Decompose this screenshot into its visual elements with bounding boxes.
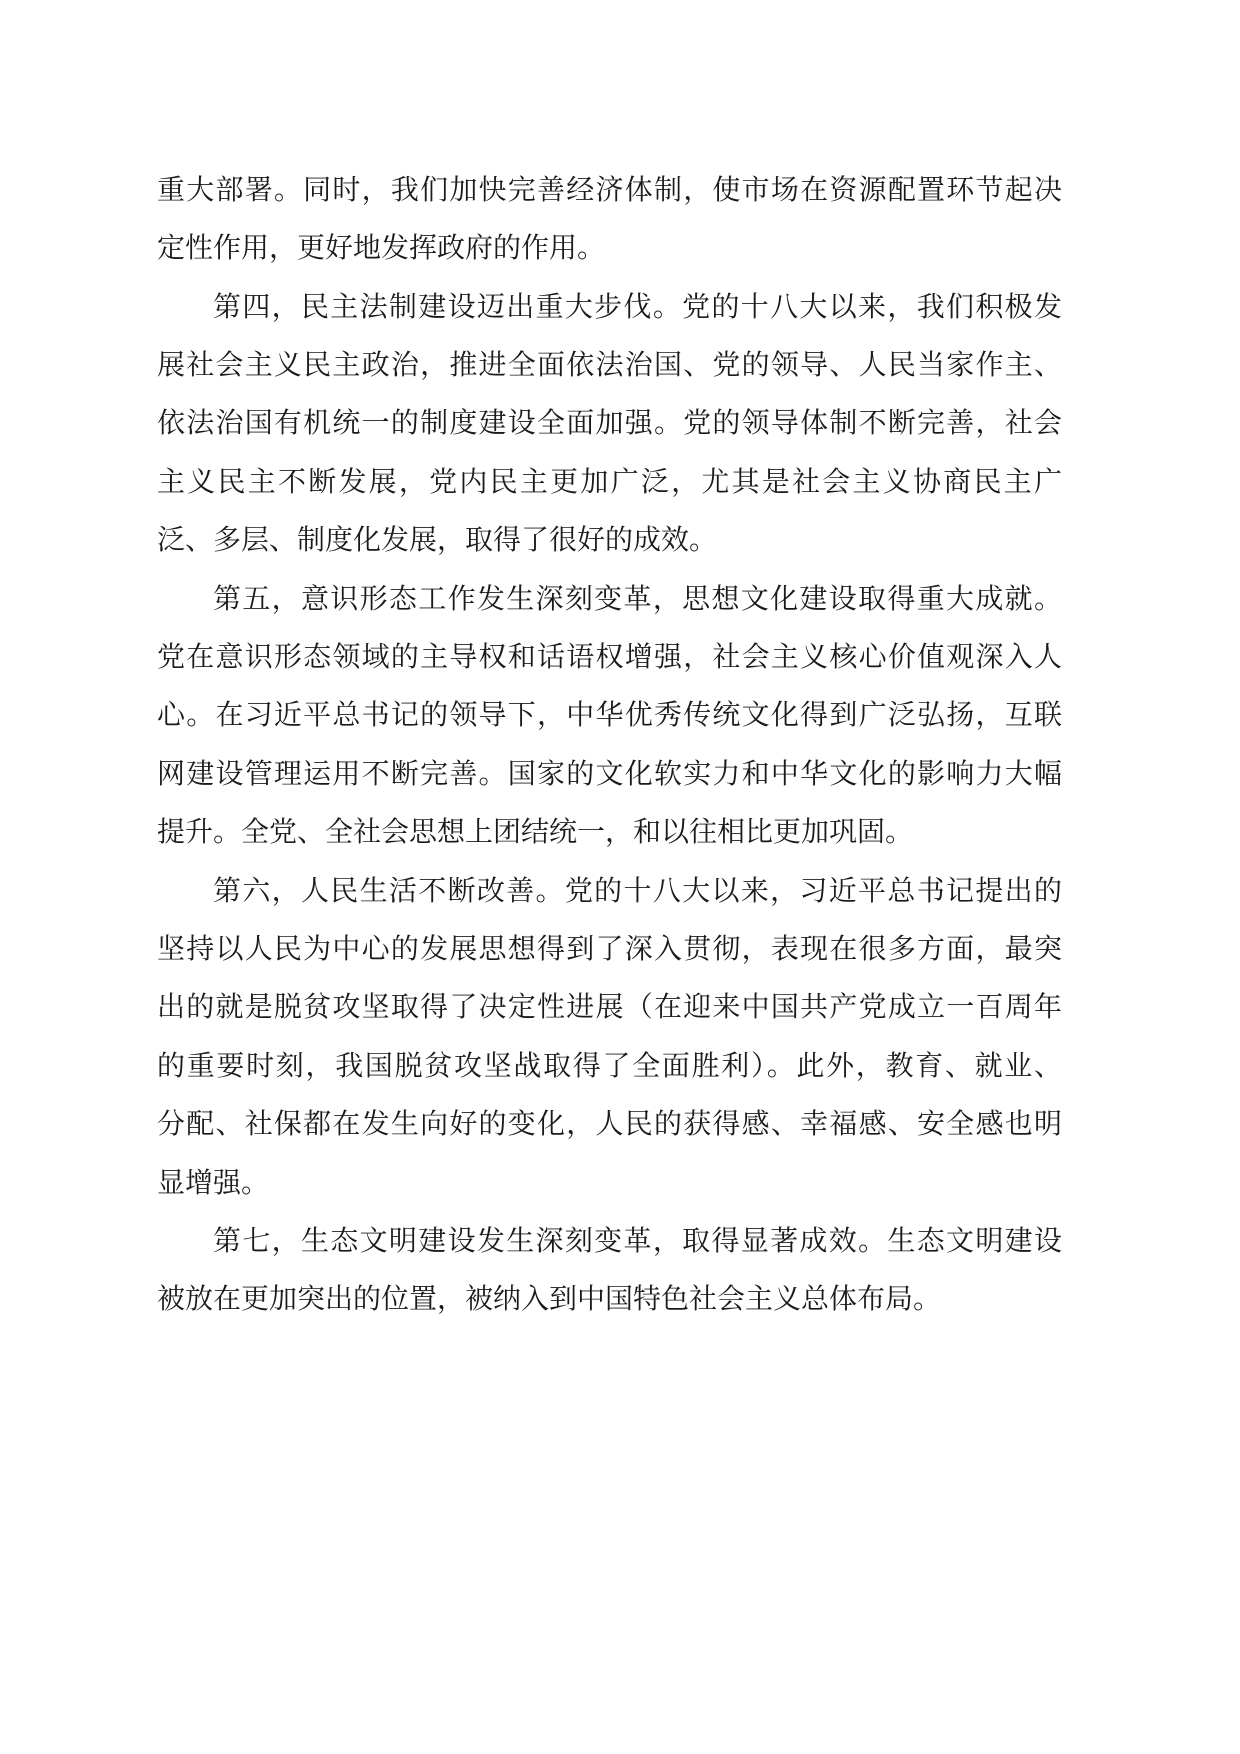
text-line: 展社会主义民主政治，推进全面依法治国、党的领导、人民当家作主、 <box>157 348 1062 381</box>
text-line: 主义民主不断发展，党内民主更加广泛，尤其是社会主义协商民主广 <box>157 465 1062 498</box>
text-line: 被放在更加突出的位置，被纳入到中国特色社会主义总体布局。 <box>157 1282 942 1315</box>
paragraph-first-line: 第五，意识形态工作发生深刻变革，思想文化建设取得重大成就。 <box>213 582 1062 615</box>
text-line: 显增强。 <box>157 1166 270 1199</box>
text-line: 心。在习近平总书记的领导下，中华优秀传统文化得到广泛弘扬，互联 <box>157 698 1062 731</box>
text-line: 的重要时刻，我国脱贫攻坚战取得了全面胜利）。此外，教育、就业、 <box>157 1049 1062 1082</box>
text-line: 提升。全党、全社会思想上团结统一，和以往相比更加巩固。 <box>157 815 914 848</box>
text-line: 依法治国有机统一的制度建设全面加强。党的领导体制不断完善，社会 <box>157 406 1062 439</box>
text-line: 重大部署。同时，我们加快完善经济体制，使市场在资源配置环节起决 <box>157 173 1062 206</box>
text-line: 泛、多层、制度化发展，取得了很好的成效。 <box>157 523 718 556</box>
paragraph-first-line: 第六，人民生活不断改善。党的十八大以来，习近平总书记提出的 <box>213 874 1062 907</box>
text-line: 坚持以人民为中心的发展思想得到了深入贯彻，表现在很多方面，最突 <box>157 932 1062 965</box>
paragraph-first-line: 第七，生态文明建设发生深刻变革，取得显著成效。生态文明建设 <box>213 1224 1062 1257</box>
text-line: 定性作用，更好地发挥政府的作用。 <box>157 231 606 264</box>
paragraph-first-line: 第四，民主法制建设迈出重大步伐。党的十八大以来，我们积极发 <box>213 290 1062 323</box>
text-line: 党在意识形态领域的主导权和话语权增强，社会主义核心价值观深入人 <box>157 640 1062 673</box>
text-line: 分配、社保都在发生向好的变化，人民的获得感、幸福感、安全感也明 <box>157 1107 1062 1140</box>
text-line: 出的就是脱贫攻坚取得了决定性进展（在迎来中国共产党成立一百周年 <box>157 990 1062 1023</box>
text-line: 网建设管理运用不断完善。国家的文化软实力和中华文化的影响力大幅 <box>157 757 1062 790</box>
